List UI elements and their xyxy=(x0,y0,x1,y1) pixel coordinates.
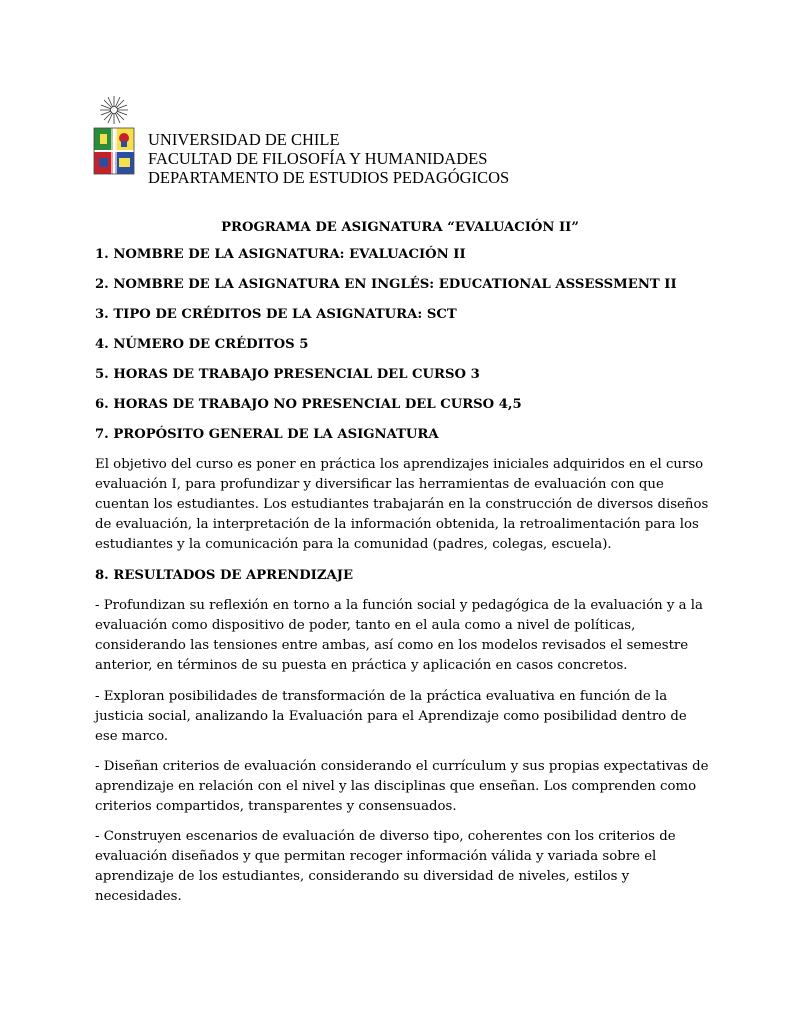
learning-result-4: - Construyen escenarios de evaluación de diverso tipo, coherentes con los criterios de evaluación diseñados y que permitan recoger información válida y variada sobre el aprendizaje de los estudiantes, considerando su diversidad de niveles, estilos y necesidades. xyxy=(95,829,676,904)
learning-result-2: - Exploran posibilidades de transformación de la práctica evaluativa en función de la justicia social, analizando la Evaluación para el Aprendizaje como posibilidad dentro de ese marco. xyxy=(95,689,687,744)
section-heading-3: 3. TIPO DE CRÉDITOS DE LA ASIGNATURA: SCT xyxy=(95,307,457,322)
section-heading-5: 5. HORAS DE TRABAJO PRESENCIAL DEL CURSO 3 xyxy=(95,367,480,382)
faculty-name: FACULTAD DE FILOSOFÍA Y HUMANIDADES xyxy=(148,149,488,168)
section-heading-1: 1. NOMBRE DE LA ASIGNATURA: EVALUACIÓN II xyxy=(95,247,466,262)
section-heading-4: 4. NÚMERO DE CRÉDITOS 5 xyxy=(95,337,309,352)
section-heading-6: 6. HORAS DE TRABAJO NO PRESENCIAL DEL CURSO 4,5 xyxy=(95,397,522,412)
purpose-paragraph: El objetivo del curso es poner en práctica los aprendizajes iniciales adquiridos en el curso evaluación I, para profundizar y diversificar las herramientas de evaluación con que cuentan los estudiantes. Los estudiantes trabajarán en la construcción de diversos diseños de evaluación, la interpretación de la información obtenida, la retroalimentación para los estudiantes y la comunicación para la comunidad (padres, colegas, escuela). xyxy=(95,457,709,552)
department-name: DEPARTAMENTO DE ESTUDIOS PEDAGÓGICOS xyxy=(148,168,510,187)
results-heading: 8. RESULTADOS DE APRENDIZAJE xyxy=(95,568,353,583)
university-name: UNIVERSIDAD DE CHILE xyxy=(148,130,340,149)
section-heading-2: 2. NOMBRE DE LA ASIGNATURA EN INGLÉS: EDUCATIONAL ASSESSMENT II xyxy=(95,277,677,292)
section-heading-7: 7. PROPÓSITO GENERAL DE LA ASIGNATURA xyxy=(95,427,439,442)
learning-result-1: - Profundizan su reflexión en torno a la función social y pedagógica de la evaluación y a la evaluación como dispositivo de poder, tanto en el aula como a nivel de políticas, considerando las tensiones entre ambas, así como en los modelos revisados el semestre anterior, en términos de su puesta en práctica y aplicación en casos concretos. xyxy=(95,598,703,673)
learning-result-3: - Diseñan criterios de evaluación considerando el currículum y sus propias expectativas de aprendizaje en relación con el nivel y las disciplinas que enseñan. Los comprenden como criterios compartidos, transparentes y consensuados. xyxy=(95,759,709,814)
institution-block xyxy=(148,130,509,187)
document-title: PROGRAMA DE ASIGNATURA “EVALUACIÓN II” xyxy=(221,220,579,235)
university-logo xyxy=(91,94,137,186)
